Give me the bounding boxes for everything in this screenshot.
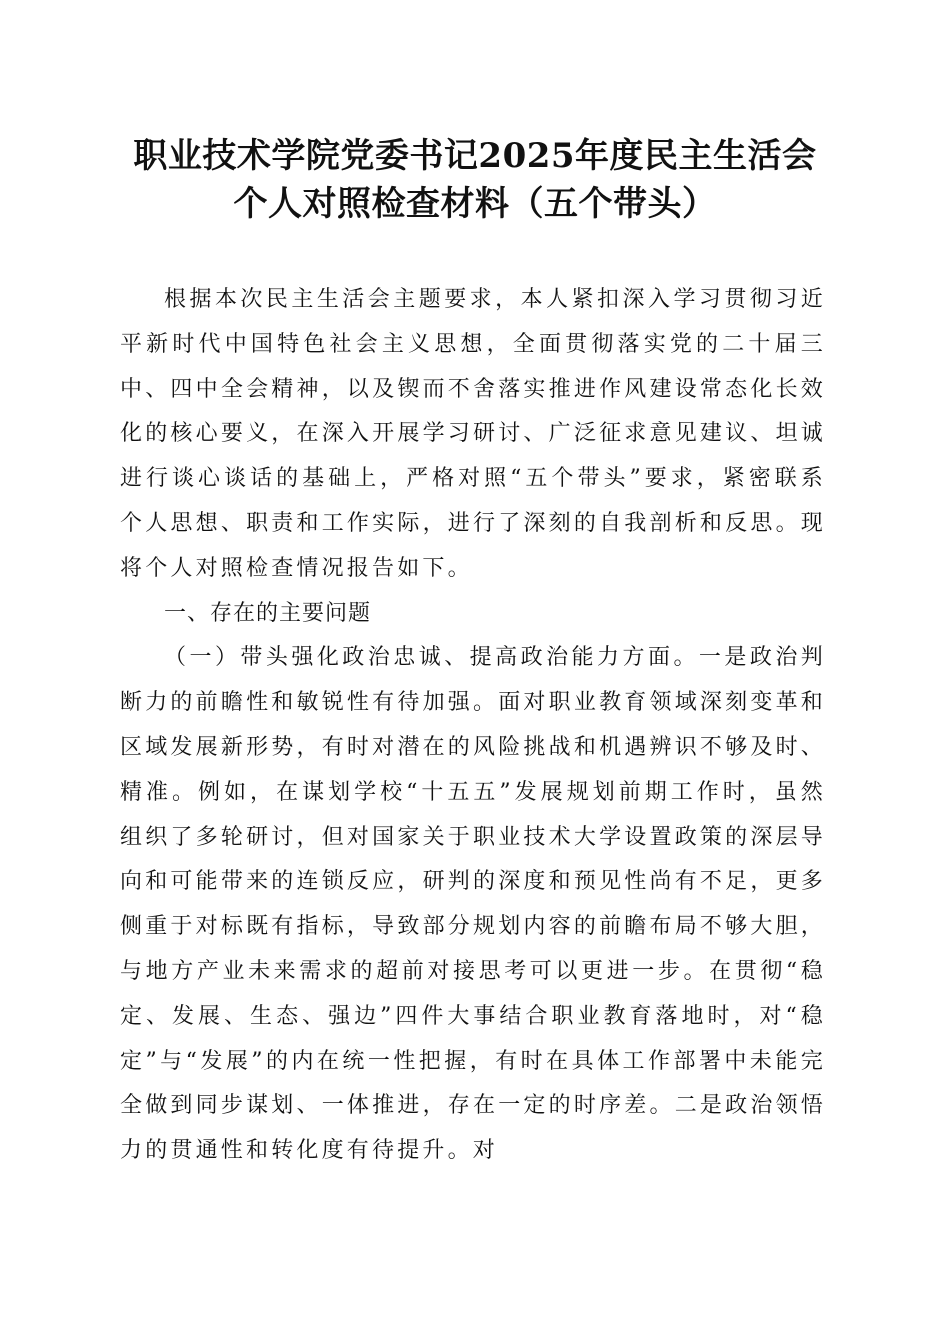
intro-paragraph: 根据本次民主生活会主题要求，本人紧扣深入学习贯彻习近平新时代中国特色社会主义思想，全面贯彻落实党的二十届三中、四中全会精神，以及锲而不舍落实推进作风建设常态化长效化的核心要义，在深入开展学习研讨、广泛征求意见建议、坦诚进行谈心谈话的基础上，严格对照“五个带头”要求，紧密联系个人思想、职责和工作实际，进行了深刻的自我剖析和反思。现将个人对照检查情况报告如下。 xyxy=(120,287,826,581)
document-body xyxy=(120,278,826,1174)
title-line-1: 职业技术学院党委书记2025年度民主生活会 xyxy=(133,136,817,176)
document-title xyxy=(100,132,850,228)
title-line-2: 个人对照检查材料（五个带头） xyxy=(233,184,717,224)
section-paragraph: （一）带头强化政治忠诚、提高政治能力方面。一是政治判断力的前瞻性和敏锐性有待加强。面对职业教育领域深刻变革和区域发展新形势，有时对潜在的风险挑战和机遇辨识不够及时、精准。例如，在谋划学校“十五五”发展规划前期工作时，虽然组织了多轮研讨，但对国家关于职业技术大学设置政策的深层导向和可能带来的连锁反应，研判的深度和预见性尚有不足，更多侧重于对标既有指标，导致部分规划内容的前瞻布局不够大胆，与地方产业未来需求的超前对接思考可以更进一步。在贯彻“稳定、发展、生态、强边”四件大事结合职业教育落地时，对“稳定”与“发展”的内在统一性把握，有时在具体工作部署中未能完全做到同步谋划、一体推进，存在一定的时序差。二是政治领悟力的贯通性和转化度有待提升。对 xyxy=(120,645,826,1164)
section-heading: 一、存在的主要问题 xyxy=(164,600,372,626)
